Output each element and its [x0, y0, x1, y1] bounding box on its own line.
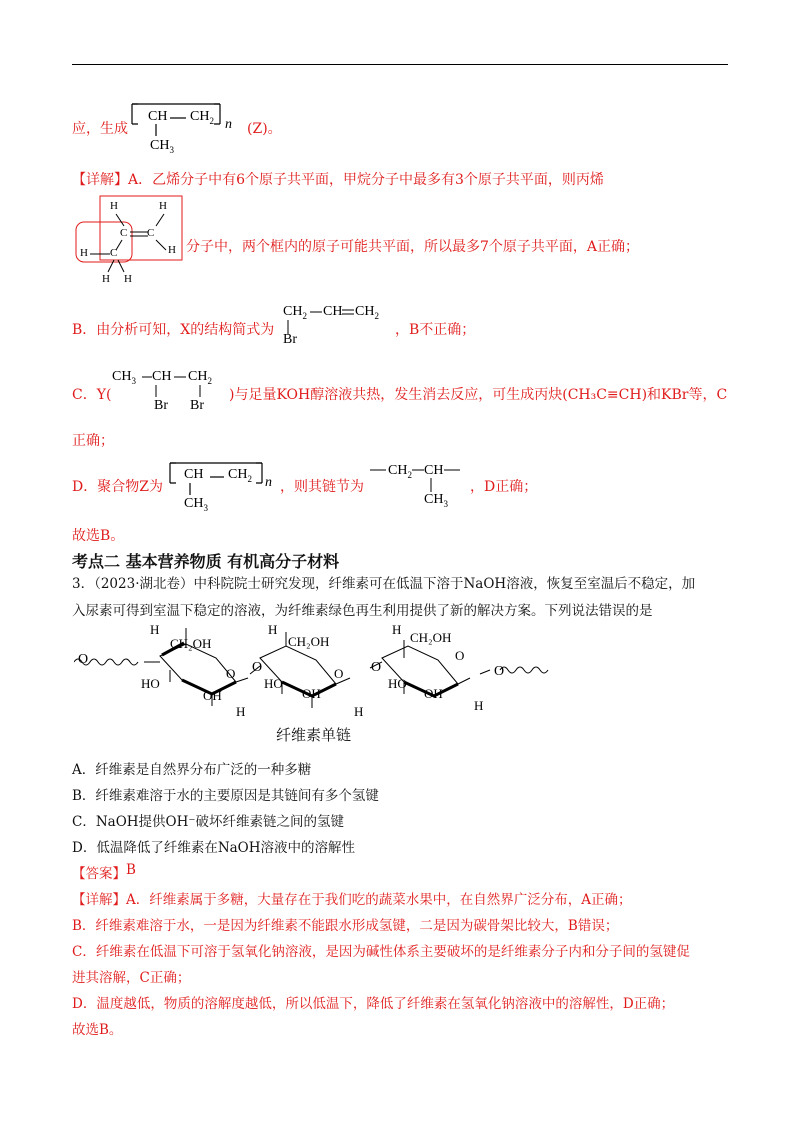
chain-ch: CH — [424, 463, 444, 478]
propene-h4: H — [80, 247, 88, 259]
question-line1: 3．（2023·湖北卷）中科院院士研究发现，纤维素可在低温下溶于NaOH溶液，恢复至室温后不稳定，加 — [72, 576, 696, 592]
polyz-n: n — [225, 117, 232, 132]
x-ch2b: $CH_2$ — [355, 304, 379, 321]
d-text-prefix: D．聚合物Z为 — [72, 479, 163, 495]
propene-c3: C — [110, 247, 118, 259]
d-text-mid: ，则其链节为 — [280, 479, 364, 495]
text-line1-prefix: 应，生成 — [72, 121, 128, 137]
propene-h3: H — [168, 244, 176, 256]
x-br: Br — [283, 332, 297, 347]
propene-c2: C — [147, 227, 155, 239]
b-text-suffix: ，B不正确； — [395, 322, 476, 338]
y-br1: Br — [154, 398, 168, 413]
polyd-ch: CH — [184, 467, 204, 482]
fig-o-link2: O — [371, 660, 382, 675]
d-text-suffix: ，D正确； — [470, 479, 538, 495]
fig-h-5: H — [392, 622, 402, 637]
fig-ho-3: HO — [388, 676, 407, 691]
fig-ch2oh-1: CH₂OH — [170, 636, 212, 651]
question-line2: 入尿素可得到室温下稳定的溶液，为纤维素绿色再生利用提供了新的解决方案。下列说法错误的是 — [72, 603, 653, 619]
y-ch2: $CH_2$ — [188, 369, 212, 386]
y-br2: Br — [190, 398, 204, 413]
polyd-ch2: $CH_2$ — [228, 467, 252, 484]
fig-h-2: H — [236, 704, 246, 719]
fig-oh-1: OH — [203, 688, 222, 703]
fig-ho-1: HO — [141, 676, 160, 691]
polyd-ch3: $CH_3$ — [184, 496, 208, 513]
option-c: C．NaOH提供OH⁻破坏纤维素链之间的氢键 — [72, 814, 344, 830]
chain-unit-bonds — [368, 458, 468, 508]
header-rule — [72, 64, 728, 65]
fig-h-3: H — [268, 622, 278, 637]
polymer-z-structure — [128, 96, 238, 154]
x-ch: CH — [323, 304, 343, 319]
fig-ho-2: HO — [264, 676, 283, 691]
detail-line-c-cont: 进其溶解，C正确； — [72, 970, 191, 986]
y-ch: CH — [152, 369, 172, 384]
y-ch3: $CH_3$ — [112, 369, 136, 386]
option-a: A．纤维素是自然界分布广泛的一种多糖 — [72, 762, 312, 778]
fig-o-ring1: O — [226, 666, 236, 681]
c-text-suffix: )与足量KOH醇溶液共热，发生消去反应，可生成丙炔(CH₃C≡CH)和KBr等，C — [229, 387, 728, 403]
answer-label: 【答案】 — [72, 866, 126, 882]
propene-h1: H — [110, 200, 118, 212]
propene-h6: H — [124, 273, 132, 285]
fig-o-left: O — [78, 652, 89, 667]
polyz-ch: CH — [148, 109, 168, 124]
polymer-z-structure-d — [166, 455, 276, 513]
detail-line-c: C．纤维素在低温下可溶于氢氧化钠溶液，是因为碱性体系主要破坏的是纤维素分子内和分子间的氢键促 — [72, 944, 690, 960]
text-line1-suffix: (Z)。 — [247, 121, 282, 137]
propene-c1: C — [120, 227, 128, 239]
fig-oh-3: OH — [424, 686, 443, 701]
fig-o-link1: O — [252, 660, 263, 675]
fig-h-1: H — [150, 622, 160, 637]
detail-a-text: A．乙烯分子中有6个原子共平面，甲烷分子中最多有3个原子共平面，则丙烯 — [128, 172, 604, 188]
fig-oh-2: OH — [302, 686, 321, 701]
detail-label: 【详解】 — [72, 892, 126, 908]
detail-a-cont: 分子中，两个框内的原子可能共平面，所以最多7个原子共平面，A正确； — [186, 239, 640, 255]
propene-h5: H — [102, 273, 110, 285]
fig-h-4: H — [354, 704, 364, 719]
fig-o-right: O — [494, 664, 505, 679]
c-cont: 正确； — [72, 433, 114, 449]
fig-o-ring2: O — [334, 666, 344, 681]
polyz-ch2: $CH_2$ — [190, 109, 214, 126]
b-text-prefix: B．由分析可知，X的结构简式为 — [72, 322, 275, 338]
x-ch2a: $CH_2$ — [283, 304, 307, 321]
option-d: D．低温降低了纤维素在NaOH溶液中的溶解性 — [72, 840, 356, 856]
fig-ch2oh-2: CH₂OH — [288, 634, 330, 649]
polyd-n: n — [265, 475, 272, 490]
detail-line-b: B．纤维素难溶于水，一是因为纤维素不能跟水形成氢键，二是因为碳骨架比较大，B错误； — [72, 918, 619, 934]
fig-ch2oh-3: CH₂OH — [410, 630, 452, 645]
section-heading: 考点二 基本营养物质 有机高分子材料 — [72, 552, 340, 571]
detail-a-label: 【详解】 — [72, 172, 128, 188]
fig-h-6: H — [474, 698, 484, 713]
option-b: B．纤维素难溶于水的主要原因是其链间有多个氢键 — [72, 788, 379, 804]
detail-conclusion: 故选B。 — [72, 1022, 123, 1038]
c-text-prefix: C．Y( — [72, 387, 112, 403]
detail-line-a: A．纤维素属于多糖，大量存在于我们吃的蔬菜水果中，在自然界广泛分布，A正确； — [126, 892, 632, 908]
chain-ch3: $CH_3$ — [424, 492, 448, 509]
figure-caption: 纤维素单链 — [276, 726, 352, 744]
conclusion: 故选B。 — [72, 528, 125, 544]
polyz-ch3: $CH_3$ — [150, 138, 174, 155]
detail-line-d: D．温度越低，物质的溶解度越低，所以低温下，降低了纤维素在氢氧化钠溶液中的溶解性，D正确； — [72, 996, 675, 1012]
answer-value: B — [126, 862, 136, 878]
chain-ch2: $CH_2$ — [388, 463, 412, 480]
fig-o-ring3: O — [455, 648, 465, 663]
propene-h2: H — [159, 200, 167, 212]
